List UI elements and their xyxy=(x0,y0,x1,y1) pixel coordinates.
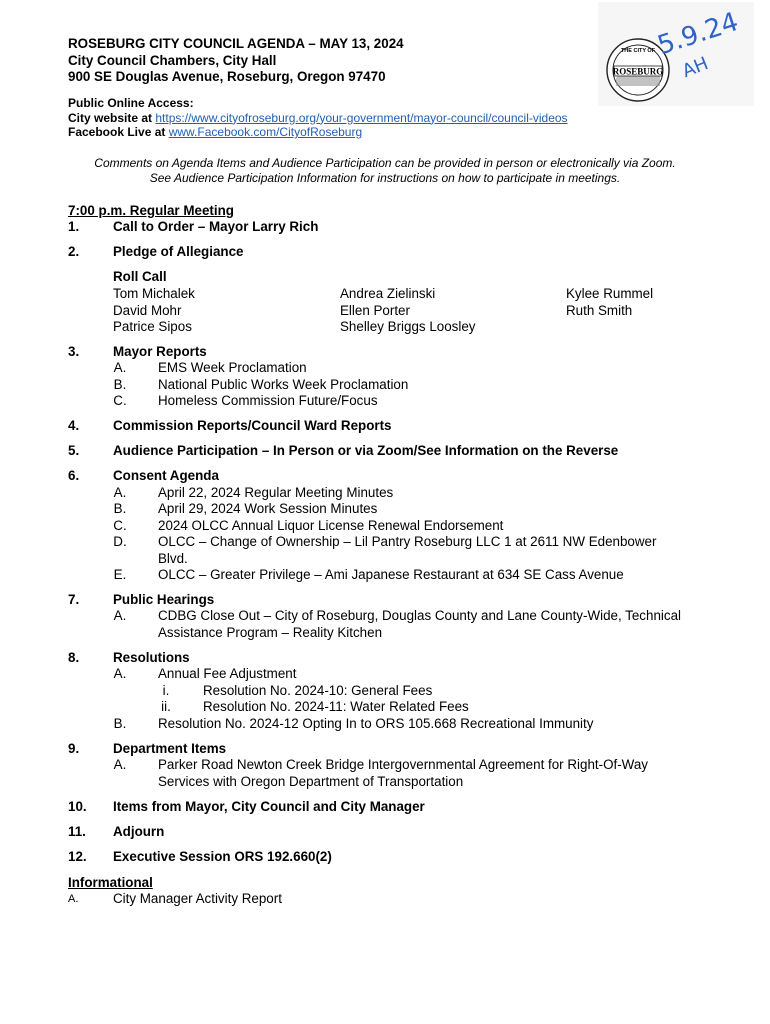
item-title: Executive Session ORS 192.660(2) xyxy=(113,849,332,864)
sub-item-text: Parker Road Newton Creek Bridge Intergovernmental Agreement for Right-Of-Way xyxy=(158,757,648,772)
sub-item-text: 2024 OLCC Annual Liquor License Renewal Endorsement xyxy=(158,518,504,533)
council-member: Patrice Sipos xyxy=(113,319,192,335)
public-access-section xyxy=(68,96,568,140)
item-number: 2. xyxy=(68,244,80,259)
council-member: Shelley Briggs Loosley xyxy=(340,319,476,335)
sub-item-text: Annual Fee Adjustment xyxy=(158,666,297,681)
item-title: Pledge of Allegiance xyxy=(113,244,244,259)
sub-item-text: OLCC – Change of Ownership – Lil Pantry Roseburg LLC 1 at 2611 NW Edenbower xyxy=(158,534,657,549)
item-number: 1. xyxy=(68,219,80,234)
item-number: 10. xyxy=(68,799,87,814)
roman-numeral: i. xyxy=(162,683,170,698)
informational-heading: Informational xyxy=(68,875,153,890)
handwritten-initials: AH xyxy=(679,53,712,82)
council-member: Kylee Rummel xyxy=(566,286,654,301)
item-title: Items from Mayor, City Council and City Manager xyxy=(113,799,425,814)
council-member: Tom Michalek xyxy=(113,286,195,301)
sub-letter: A. xyxy=(113,485,127,500)
roll-call-title: Roll Call xyxy=(113,269,167,284)
roll-call-column-1 xyxy=(113,286,195,336)
item-number: 9. xyxy=(68,741,80,756)
sub-letter: C. xyxy=(113,518,127,533)
council-member: David Mohr xyxy=(113,302,182,318)
item-title: Commission Reports/Council Ward Reports xyxy=(113,418,392,433)
participation-note xyxy=(0,156,770,186)
sub-item-text: City Manager Activity Report xyxy=(113,891,282,906)
sub-item-text-continued: Assistance Program – Reality Kitchen xyxy=(158,625,383,640)
item-title: Department Items xyxy=(113,741,227,756)
roll-call-column-3 xyxy=(566,286,653,319)
sub-letter: B. xyxy=(113,501,127,516)
council-member: Andrea Zielinski xyxy=(340,286,436,301)
item-title: Audience Participation – In Person or via Zoom/See Information on the Reverse xyxy=(113,443,619,458)
seal-arc-text: THE CITY OF xyxy=(620,48,656,54)
handwritten-date: 5.9.24 xyxy=(654,7,742,62)
sub-letter: A. xyxy=(68,893,79,905)
handwritten-date-annotation xyxy=(648,2,758,82)
roll-call-column-2 xyxy=(340,286,475,336)
item-number: 11. xyxy=(68,824,86,839)
note-line-2: See Audience Participation Information for instructions on how to participate in meetings. xyxy=(149,171,621,185)
note-line-1: Comments on Agenda Items and Audience Participation can be provided in person or electronically via Zoom. xyxy=(94,156,676,170)
sub-item-text: April 22, 2024 Regular Meeting Minutes xyxy=(158,485,394,500)
sub-letter: B. xyxy=(113,716,127,731)
sub-letter: A. xyxy=(113,666,127,681)
item-title: Adjourn xyxy=(113,824,165,839)
sub-item-text-continued: Services with Oregon Department of Transportation xyxy=(158,774,464,789)
sub-item-text: OLCC – Greater Privilege – Ami Japanese Restaurant at 634 SE Cass Avenue xyxy=(158,567,624,582)
council-member: Ruth Smith xyxy=(566,302,633,318)
sub-item-text: EMS Week Proclamation xyxy=(158,360,307,375)
sub-letter: C. xyxy=(113,393,127,408)
council-member: Ellen Porter xyxy=(340,302,410,318)
agenda-title: ROSEBURG CITY COUNCIL AGENDA – MAY 13, 2024 xyxy=(68,36,404,51)
agenda-header xyxy=(68,36,404,86)
item-number: 3. xyxy=(68,344,80,359)
sub-item-text: CDBG Close Out – City of Roseburg, Douglas County and Lane County-Wide, Technical xyxy=(158,608,681,623)
sub-letter: A. xyxy=(113,757,127,772)
sub-item-text: April 29, 2024 Work Session Minutes xyxy=(158,501,378,516)
item-number: 12. xyxy=(68,849,87,864)
item-number: 7. xyxy=(68,592,80,607)
sub-letter: B. xyxy=(113,377,127,392)
item-title: Resolutions xyxy=(113,650,190,665)
sub-item-text: Homeless Commission Future/Focus xyxy=(158,393,378,408)
item-title: Consent Agenda xyxy=(113,468,219,483)
sub-letter: D. xyxy=(113,534,127,549)
website-link[interactable]: https://www.cityofroseburg.org/your-government/mayor-council/council-videos xyxy=(155,110,568,125)
website-label: City website at xyxy=(68,110,153,125)
sub-sub-item-text: Resolution No. 2024-10: General Fees xyxy=(203,683,433,698)
facebook-link[interactable]: www.Facebook.com/CityofRoseburg xyxy=(168,125,363,139)
item-number: 6. xyxy=(68,468,80,483)
public-access-title: Public Online Access: xyxy=(68,96,194,110)
sub-sub-item-text: Resolution No. 2024-11: Water Related Fees xyxy=(203,699,469,714)
facebook-line xyxy=(68,125,568,140)
seal-name-text: ROSEBURG xyxy=(612,66,664,77)
item-number: 8. xyxy=(68,650,80,665)
item-number: 4. xyxy=(68,418,80,433)
item-title: Mayor Reports xyxy=(113,344,207,359)
facebook-label: Facebook Live at xyxy=(68,125,166,139)
item-title: Public Hearings xyxy=(113,592,215,607)
meeting-heading: 7:00 p.m. Regular Meeting xyxy=(68,203,234,218)
sub-item-text: National Public Works Week Proclamation xyxy=(158,377,409,392)
item-number: 5. xyxy=(68,443,80,458)
website-line xyxy=(68,111,568,126)
sub-letter: A. xyxy=(113,360,127,375)
sub-letter: E. xyxy=(113,567,127,582)
sub-item-text: Resolution No. 2024-12 Opting In to ORS 105.668 Recreational Immunity xyxy=(158,716,594,731)
roman-numeral: ii. xyxy=(161,699,171,714)
address-line: 900 SE Douglas Avenue, Roseburg, Oregon 97470 xyxy=(68,69,386,85)
venue-line: City Council Chambers, City Hall xyxy=(68,52,277,68)
item-title: Call to Order – Mayor Larry Rich xyxy=(113,219,319,234)
sub-item-text-continued: Blvd. xyxy=(158,551,188,566)
sub-letter: A. xyxy=(113,608,127,623)
